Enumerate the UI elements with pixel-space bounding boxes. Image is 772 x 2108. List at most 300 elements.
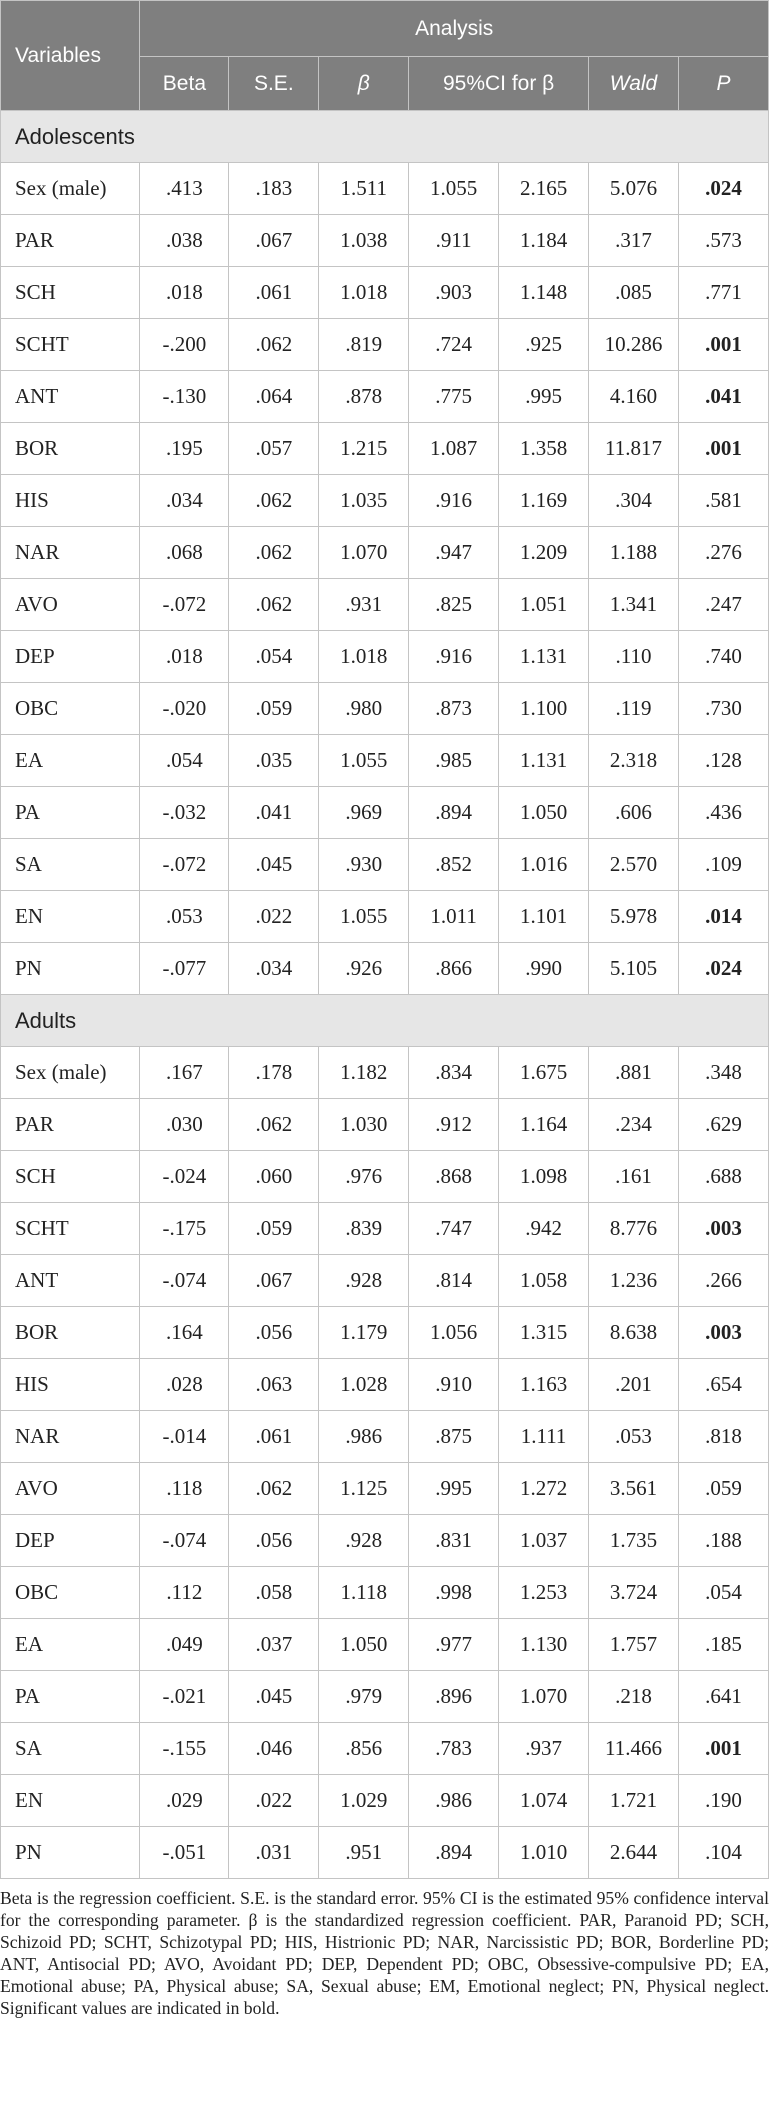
cell-ci-low: .873 — [409, 683, 499, 735]
cell-se: .034 — [229, 943, 319, 995]
cell-se: .183 — [229, 163, 319, 215]
cell-se: .062 — [229, 579, 319, 631]
cell-std-beta: .819 — [319, 319, 409, 371]
cell-ci-low: .783 — [409, 1723, 499, 1775]
table-row — [1, 1827, 769, 1879]
cell-beta: .118 — [140, 1463, 229, 1515]
cell-se: .060 — [229, 1151, 319, 1203]
cell-ci-low: .947 — [409, 527, 499, 579]
cell-beta: -.074 — [140, 1515, 229, 1567]
cell-std-beta: 1.179 — [319, 1307, 409, 1359]
cell-beta: .195 — [140, 423, 229, 475]
cell-se: .062 — [229, 1099, 319, 1151]
cell-ci-high: 1.101 — [499, 891, 589, 943]
cell-wald: 4.160 — [589, 371, 679, 423]
section-row — [1, 111, 769, 163]
cell-ci-high: 1.037 — [499, 1515, 589, 1567]
header-p — [678, 57, 768, 111]
cell-variable: AVO — [1, 579, 140, 631]
table-row — [1, 423, 769, 475]
cell-ci-high: 1.070 — [499, 1671, 589, 1723]
header-std-beta-label: β — [357, 71, 370, 95]
cell-se: .046 — [229, 1723, 319, 1775]
cell-ci-low: .916 — [409, 631, 499, 683]
cell-wald: 5.978 — [589, 891, 679, 943]
cell-beta: -.155 — [140, 1723, 229, 1775]
cell-std-beta: .979 — [319, 1671, 409, 1723]
section-row — [1, 995, 769, 1047]
cell-std-beta: 1.028 — [319, 1359, 409, 1411]
table-row — [1, 943, 769, 995]
cell-wald: 11.466 — [589, 1723, 679, 1775]
cell-variable: ANT — [1, 1255, 140, 1307]
cell-wald: .053 — [589, 1411, 679, 1463]
cell-se: .058 — [229, 1567, 319, 1619]
cell-beta: -.032 — [140, 787, 229, 839]
cell-std-beta: 1.070 — [319, 527, 409, 579]
cell-wald: 11.817 — [589, 423, 679, 475]
cell-ci-low: .724 — [409, 319, 499, 371]
cell-p: .654 — [678, 1359, 768, 1411]
cell-p: .024 — [678, 163, 768, 215]
cell-ci-high: 1.131 — [499, 631, 589, 683]
cell-se: .045 — [229, 1671, 319, 1723]
cell-wald: 1.341 — [589, 579, 679, 631]
cell-se: .041 — [229, 787, 319, 839]
cell-ci-high: 1.016 — [499, 839, 589, 891]
cell-std-beta: .951 — [319, 1827, 409, 1879]
cell-variable: NAR — [1, 1411, 140, 1463]
cell-ci-high: 1.169 — [499, 475, 589, 527]
cell-wald: 1.735 — [589, 1515, 679, 1567]
cell-beta: .018 — [140, 631, 229, 683]
cell-std-beta: 1.125 — [319, 1463, 409, 1515]
cell-p: .188 — [678, 1515, 768, 1567]
table-row — [1, 1255, 769, 1307]
cell-std-beta: 1.018 — [319, 631, 409, 683]
cell-std-beta: 1.018 — [319, 267, 409, 319]
table-row — [1, 1151, 769, 1203]
cell-beta: .054 — [140, 735, 229, 787]
cell-wald: .218 — [589, 1671, 679, 1723]
cell-variable: SA — [1, 839, 140, 891]
table-row — [1, 267, 769, 319]
cell-beta: .068 — [140, 527, 229, 579]
cell-variable: SCH — [1, 1151, 140, 1203]
table-row — [1, 1203, 769, 1255]
header-std-beta — [319, 57, 409, 111]
cell-se: .054 — [229, 631, 319, 683]
cell-ci-low: 1.056 — [409, 1307, 499, 1359]
cell-ci-high: 1.051 — [499, 579, 589, 631]
table-row — [1, 735, 769, 787]
cell-variable: PAR — [1, 1099, 140, 1151]
cell-p: .740 — [678, 631, 768, 683]
cell-std-beta: 1.030 — [319, 1099, 409, 1151]
table-row — [1, 319, 769, 371]
cell-ci-low: .977 — [409, 1619, 499, 1671]
cell-variable: EA — [1, 735, 140, 787]
cell-se: .178 — [229, 1047, 319, 1099]
cell-se: .064 — [229, 371, 319, 423]
cell-p: .247 — [678, 579, 768, 631]
table-row — [1, 1359, 769, 1411]
cell-beta: -.200 — [140, 319, 229, 371]
cell-std-beta: 1.050 — [319, 1619, 409, 1671]
cell-p: .573 — [678, 215, 768, 267]
cell-p: .730 — [678, 683, 768, 735]
cell-variable: SCHT — [1, 1203, 140, 1255]
cell-variable: Sex (male) — [1, 163, 140, 215]
cell-ci-high: 1.058 — [499, 1255, 589, 1307]
table-row — [1, 1099, 769, 1151]
cell-ci-low: .868 — [409, 1151, 499, 1203]
table-row — [1, 683, 769, 735]
cell-beta: .029 — [140, 1775, 229, 1827]
cell-std-beta: .931 — [319, 579, 409, 631]
cell-se: .067 — [229, 1255, 319, 1307]
cell-ci-high: 2.165 — [499, 163, 589, 215]
cell-wald: 3.724 — [589, 1567, 679, 1619]
cell-wald: 1.757 — [589, 1619, 679, 1671]
header-analysis: Analysis — [140, 1, 769, 57]
cell-p: .001 — [678, 319, 768, 371]
table-row — [1, 1775, 769, 1827]
cell-se: .056 — [229, 1307, 319, 1359]
cell-ci-low: .852 — [409, 839, 499, 891]
cell-beta: .053 — [140, 891, 229, 943]
table-row — [1, 839, 769, 891]
cell-std-beta: 1.055 — [319, 735, 409, 787]
cell-wald: 2.570 — [589, 839, 679, 891]
cell-beta: -.077 — [140, 943, 229, 995]
cell-wald: 8.638 — [589, 1307, 679, 1359]
cell-wald: .085 — [589, 267, 679, 319]
cell-variable: EN — [1, 1775, 140, 1827]
cell-se: .031 — [229, 1827, 319, 1879]
cell-wald: 10.286 — [589, 319, 679, 371]
cell-std-beta: .856 — [319, 1723, 409, 1775]
cell-ci-high: .925 — [499, 319, 589, 371]
cell-variable: SCHT — [1, 319, 140, 371]
cell-ci-high: 1.100 — [499, 683, 589, 735]
table-row — [1, 1463, 769, 1515]
cell-p: .185 — [678, 1619, 768, 1671]
cell-ci-low: .986 — [409, 1775, 499, 1827]
table-row — [1, 631, 769, 683]
cell-variable: Sex (male) — [1, 1047, 140, 1099]
section-label: Adolescents — [1, 111, 769, 163]
cell-se: .035 — [229, 735, 319, 787]
cell-ci-low: .912 — [409, 1099, 499, 1151]
cell-p: .041 — [678, 371, 768, 423]
cell-ci-low: .747 — [409, 1203, 499, 1255]
cell-ci-low: 1.087 — [409, 423, 499, 475]
cell-se: .061 — [229, 1411, 319, 1463]
header-ci: 95%CI for β — [409, 57, 589, 111]
cell-beta: -.020 — [140, 683, 229, 735]
cell-se: .062 — [229, 1463, 319, 1515]
cell-beta: .028 — [140, 1359, 229, 1411]
table-row — [1, 1619, 769, 1671]
cell-wald: 3.561 — [589, 1463, 679, 1515]
cell-beta: -.021 — [140, 1671, 229, 1723]
cell-ci-high: 1.315 — [499, 1307, 589, 1359]
cell-std-beta: 1.511 — [319, 163, 409, 215]
cell-beta: -.074 — [140, 1255, 229, 1307]
cell-ci-high: 1.050 — [499, 787, 589, 839]
table-row — [1, 891, 769, 943]
cell-beta: .164 — [140, 1307, 229, 1359]
cell-std-beta: 1.182 — [319, 1047, 409, 1099]
cell-std-beta: 1.029 — [319, 1775, 409, 1827]
cell-se: .059 — [229, 1203, 319, 1255]
cell-wald: 1.721 — [589, 1775, 679, 1827]
cell-p: .348 — [678, 1047, 768, 1099]
cell-variable: HIS — [1, 1359, 140, 1411]
cell-se: .022 — [229, 1775, 319, 1827]
cell-beta: -.024 — [140, 1151, 229, 1203]
cell-se: .061 — [229, 267, 319, 319]
cell-variable: PA — [1, 787, 140, 839]
table-row — [1, 371, 769, 423]
cell-ci-low: .911 — [409, 215, 499, 267]
table-row — [1, 163, 769, 215]
cell-se: .037 — [229, 1619, 319, 1671]
table-row — [1, 1515, 769, 1567]
cell-p: .014 — [678, 891, 768, 943]
cell-se: .062 — [229, 527, 319, 579]
cell-std-beta: .928 — [319, 1515, 409, 1567]
cell-se: .022 — [229, 891, 319, 943]
cell-p: .054 — [678, 1567, 768, 1619]
cell-std-beta: .986 — [319, 1411, 409, 1463]
cell-ci-low: .834 — [409, 1047, 499, 1099]
cell-ci-low: .903 — [409, 267, 499, 319]
cell-wald: .161 — [589, 1151, 679, 1203]
cell-ci-high: 1.098 — [499, 1151, 589, 1203]
cell-wald: 5.076 — [589, 163, 679, 215]
cell-p: .128 — [678, 735, 768, 787]
cell-variable: SCH — [1, 267, 140, 319]
table-row — [1, 579, 769, 631]
cell-ci-high: .937 — [499, 1723, 589, 1775]
cell-variable: NAR — [1, 527, 140, 579]
cell-wald: 2.318 — [589, 735, 679, 787]
cell-ci-low: .995 — [409, 1463, 499, 1515]
cell-p: .436 — [678, 787, 768, 839]
cell-se: .045 — [229, 839, 319, 891]
cell-wald: .110 — [589, 631, 679, 683]
cell-wald: .317 — [589, 215, 679, 267]
cell-std-beta: 1.118 — [319, 1567, 409, 1619]
cell-ci-low: .916 — [409, 475, 499, 527]
cell-beta: .413 — [140, 163, 229, 215]
cell-ci-low: .894 — [409, 787, 499, 839]
cell-variable: DEP — [1, 631, 140, 683]
cell-beta: -.175 — [140, 1203, 229, 1255]
table-row — [1, 787, 769, 839]
cell-ci-low: .814 — [409, 1255, 499, 1307]
header-variables: Variables — [1, 1, 140, 111]
cell-ci-high: 1.272 — [499, 1463, 589, 1515]
cell-variable: BOR — [1, 1307, 140, 1359]
cell-beta: .112 — [140, 1567, 229, 1619]
cell-se: .059 — [229, 683, 319, 735]
header-p-label: P — [716, 71, 731, 95]
cell-ci-low: .910 — [409, 1359, 499, 1411]
cell-p: .190 — [678, 1775, 768, 1827]
cell-wald: 1.236 — [589, 1255, 679, 1307]
cell-std-beta: .928 — [319, 1255, 409, 1307]
cell-ci-low: 1.055 — [409, 163, 499, 215]
table-row — [1, 1567, 769, 1619]
cell-beta: .049 — [140, 1619, 229, 1671]
cell-ci-high: 1.163 — [499, 1359, 589, 1411]
cell-beta: -.072 — [140, 839, 229, 891]
cell-ci-low: .985 — [409, 735, 499, 787]
cell-beta: -.130 — [140, 371, 229, 423]
cell-p: .629 — [678, 1099, 768, 1151]
table-footnote: Beta is the regression coefficient. S.E. is the standard error. 95% CI is the estimated 95% confidence interval for the corresponding parameter. β is the standardized regression coefficient. PAR, Paranoid PD; SCH, Schizoid PD; SCHT, Schizotypal PD; HIS, Histrionic PD; NAR, Narcissistic PD; BOR, Borderline PD; ANT, Antisocial PD; AVO, Avoidant PD; DEP, Dependent PD; OBC, Obsessive-compulsive PD; EA, Emotional abuse; PA, Physical abuse; SA, Sexual abuse; EM, Emotional neglect; PN, Physical neglect. Significant values are indicated in bold. — [0, 1888, 769, 2018]
cell-wald: 8.776 — [589, 1203, 679, 1255]
cell-wald: 2.644 — [589, 1827, 679, 1879]
cell-p: .266 — [678, 1255, 768, 1307]
cell-variable: DEP — [1, 1515, 140, 1567]
table-row — [1, 527, 769, 579]
cell-ci-high: 1.074 — [499, 1775, 589, 1827]
cell-p: .641 — [678, 1671, 768, 1723]
cell-beta: .038 — [140, 215, 229, 267]
cell-std-beta: .930 — [319, 839, 409, 891]
header-wald — [589, 57, 679, 111]
cell-wald: 5.105 — [589, 943, 679, 995]
cell-ci-high: 1.131 — [499, 735, 589, 787]
cell-std-beta: 1.055 — [319, 891, 409, 943]
cell-std-beta: 1.035 — [319, 475, 409, 527]
cell-std-beta: .926 — [319, 943, 409, 995]
cell-p: .688 — [678, 1151, 768, 1203]
cell-variable: BOR — [1, 423, 140, 475]
cell-p: .001 — [678, 423, 768, 475]
cell-std-beta: 1.215 — [319, 423, 409, 475]
cell-wald: .119 — [589, 683, 679, 735]
cell-ci-low: 1.011 — [409, 891, 499, 943]
cell-p: .059 — [678, 1463, 768, 1515]
table-body — [1, 111, 769, 1879]
cell-p: .003 — [678, 1307, 768, 1359]
cell-ci-high: .942 — [499, 1203, 589, 1255]
cell-ci-high: 1.253 — [499, 1567, 589, 1619]
cell-p: .109 — [678, 839, 768, 891]
cell-p: .104 — [678, 1827, 768, 1879]
cell-ci-low: .831 — [409, 1515, 499, 1567]
table-row — [1, 475, 769, 527]
cell-variable: OBC — [1, 683, 140, 735]
cell-ci-high: 1.675 — [499, 1047, 589, 1099]
cell-wald: .606 — [589, 787, 679, 839]
cell-p: .024 — [678, 943, 768, 995]
cell-std-beta: .839 — [319, 1203, 409, 1255]
cell-p: .001 — [678, 1723, 768, 1775]
cell-p: .818 — [678, 1411, 768, 1463]
cell-ci-high: 1.209 — [499, 527, 589, 579]
cell-variable: AVO — [1, 1463, 140, 1515]
table-row — [1, 1047, 769, 1099]
cell-beta: .034 — [140, 475, 229, 527]
cell-ci-low: .896 — [409, 1671, 499, 1723]
cell-beta: .030 — [140, 1099, 229, 1151]
cell-ci-low: .998 — [409, 1567, 499, 1619]
cell-std-beta: .969 — [319, 787, 409, 839]
cell-beta: .018 — [140, 267, 229, 319]
cell-ci-high: 1.148 — [499, 267, 589, 319]
cell-std-beta: 1.038 — [319, 215, 409, 267]
cell-se: .056 — [229, 1515, 319, 1567]
cell-variable: EA — [1, 1619, 140, 1671]
table-header — [1, 1, 769, 111]
header-wald-label: Wald — [609, 71, 658, 95]
cell-ci-high: 1.130 — [499, 1619, 589, 1671]
table-row — [1, 1671, 769, 1723]
cell-std-beta: .878 — [319, 371, 409, 423]
cell-variable: PN — [1, 943, 140, 995]
cell-variable: HIS — [1, 475, 140, 527]
table-row — [1, 1723, 769, 1775]
cell-beta: .167 — [140, 1047, 229, 1099]
cell-ci-high: .990 — [499, 943, 589, 995]
cell-beta: -.072 — [140, 579, 229, 631]
cell-variable: PAR — [1, 215, 140, 267]
cell-variable: ANT — [1, 371, 140, 423]
cell-wald: .201 — [589, 1359, 679, 1411]
cell-wald: .881 — [589, 1047, 679, 1099]
cell-ci-low: .825 — [409, 579, 499, 631]
cell-beta: -.014 — [140, 1411, 229, 1463]
cell-p: .771 — [678, 267, 768, 319]
cell-ci-high: 1.358 — [499, 423, 589, 475]
cell-variable: PN — [1, 1827, 140, 1879]
cell-se: .057 — [229, 423, 319, 475]
cell-ci-high: 1.111 — [499, 1411, 589, 1463]
cell-ci-high: 1.164 — [499, 1099, 589, 1151]
cell-variable: OBC — [1, 1567, 140, 1619]
cell-variable: PA — [1, 1671, 140, 1723]
cell-se: .067 — [229, 215, 319, 267]
cell-se: .062 — [229, 319, 319, 371]
cell-p: .581 — [678, 475, 768, 527]
cell-std-beta: .980 — [319, 683, 409, 735]
cell-wald: .234 — [589, 1099, 679, 1151]
table-row — [1, 1307, 769, 1359]
cell-p: .276 — [678, 527, 768, 579]
table-row — [1, 215, 769, 267]
cell-p: .003 — [678, 1203, 768, 1255]
cell-wald: .304 — [589, 475, 679, 527]
cell-beta: -.051 — [140, 1827, 229, 1879]
cell-se: .062 — [229, 475, 319, 527]
cell-ci-high: .995 — [499, 371, 589, 423]
cell-se: .063 — [229, 1359, 319, 1411]
cell-variable: SA — [1, 1723, 140, 1775]
header-beta: Beta — [140, 57, 229, 111]
cell-ci-low: .775 — [409, 371, 499, 423]
cell-ci-low: .875 — [409, 1411, 499, 1463]
cell-variable: EN — [1, 891, 140, 943]
cell-ci-low: .894 — [409, 1827, 499, 1879]
cell-ci-low: .866 — [409, 943, 499, 995]
cell-wald: 1.188 — [589, 527, 679, 579]
